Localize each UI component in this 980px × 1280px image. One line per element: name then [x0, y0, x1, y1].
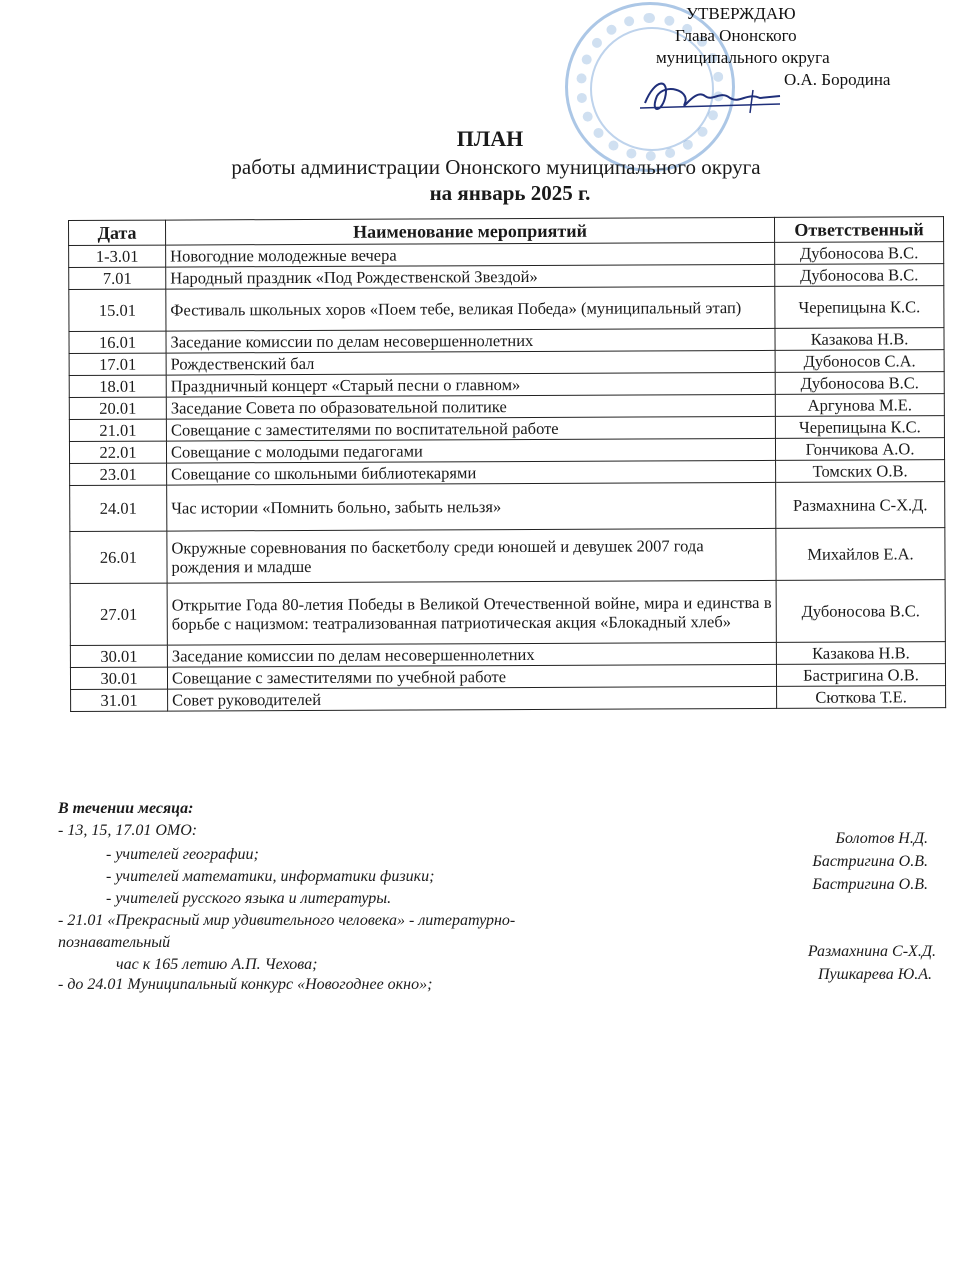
row-event: Заседание комиссии по делам несовершеннолетних [166, 328, 775, 353]
column-header-responsible: Ответственный [774, 217, 943, 243]
row-responsible: Дубоносова В.С. [775, 264, 944, 287]
row-responsible: Черепицына К.С. [775, 286, 944, 329]
month-responsible: Бастригина О.В. [812, 876, 928, 893]
row-event: Час истории «Помнить больно, забыть нельзя» [167, 482, 776, 531]
row-event: Новогодние молодежные вечера [166, 242, 775, 267]
row-date: 18.01 [69, 375, 166, 397]
row-event: Праздничный концерт «Старый песни о главном» [166, 372, 775, 397]
table-row [69, 286, 944, 332]
month-line: познавательный [58, 934, 171, 951]
row-responsible: Дубоносов С.А. [775, 350, 944, 373]
row-date: 1-3.01 [69, 245, 166, 267]
row-event: Совещание с молодыми педагогами [166, 438, 775, 463]
row-responsible: Казакова Н.В. [776, 642, 945, 665]
table-row [70, 580, 945, 646]
table-row [70, 482, 945, 532]
row-event: Совет руководителей [168, 686, 777, 711]
month-responsible: Бастригина О.В. [812, 853, 928, 870]
row-date: 24.01 [70, 485, 167, 531]
row-date: 26.01 [70, 531, 167, 583]
month-line: - учителей географии; [106, 846, 259, 863]
table-header-row [69, 217, 944, 246]
table-row [71, 686, 946, 712]
row-event: Рождественский бал [166, 350, 775, 375]
row-responsible: Казакова Н.В. [775, 328, 944, 351]
approve-heading: УТВЕРЖДАЮ [686, 4, 796, 23]
row-event: Совещание со школьными библиотекарями [167, 460, 776, 485]
month-line: - до 24.01 Муниципальный конкурс «Новогоднее окно»; [58, 976, 433, 993]
month-responsible: Болотов Н.Д. [835, 830, 928, 847]
during-month-heading: В течении месяца: [58, 800, 194, 817]
row-date: 16.01 [69, 331, 166, 353]
plan-title: ПЛАН [456, 126, 524, 151]
month-responsible: Размахнина С-Х.Д. [807, 943, 936, 960]
row-date: 17.01 [69, 353, 166, 375]
row-responsible: Дубоносова В.С. [775, 372, 944, 395]
row-date: 31.01 [71, 689, 168, 711]
month-line: - 21.01 «Прекрасный мир удивительного человека» - литературно- [58, 912, 516, 929]
approver-position-line2: муниципального округа [656, 48, 830, 67]
row-date: 23.01 [70, 463, 167, 485]
row-date: 20.01 [69, 397, 166, 419]
month-line: - учителей русского языка и литературы. [106, 890, 392, 907]
month-line: - 13, 15, 17.01 ОМО: [58, 822, 198, 839]
row-date: 27.01 [70, 583, 167, 645]
row-date: 30.01 [70, 667, 167, 689]
row-responsible: Дубоносова В.С. [775, 242, 944, 265]
row-date: 15.01 [69, 289, 166, 331]
row-responsible: Михайлов Е.А. [776, 528, 945, 581]
row-responsible: Аргунова М.Е. [775, 394, 944, 417]
row-date: 21.01 [69, 419, 166, 441]
row-date: 30.01 [70, 645, 167, 667]
row-responsible: Сюткова Т.Е. [777, 686, 946, 709]
row-event: Совещание с заместителями по учебной работе [167, 664, 776, 689]
signature-graphic [635, 68, 785, 128]
column-header-date: Дата [69, 220, 166, 245]
row-event: Заседание Совета по образовательной политике [166, 394, 775, 419]
plan-period: на январь 2025 г. [429, 181, 591, 205]
column-header-event: Наименование мероприятий [166, 217, 775, 245]
row-event: Народный праздник «Под Рождественской Звездой» [166, 264, 775, 289]
row-event: Совещание с заместителями по воспитательной работе [166, 416, 775, 441]
row-event: Заседание комиссии по делам несовершеннолетних [167, 642, 776, 667]
row-responsible: Гончикова А.О. [775, 438, 944, 461]
row-event: Фестиваль школьных хоров «Поем тебе, великая Победа» (муниципальный этап) [166, 286, 775, 331]
plan-table [68, 216, 946, 712]
row-responsible: Размахнина С-Х.Д. [776, 482, 945, 529]
row-responsible: Томских О.В. [776, 460, 945, 483]
approver-name: О.А. Бородина [784, 70, 891, 89]
row-responsible: Бастригина О.В. [776, 664, 945, 687]
row-responsible: Черепицына К.С. [775, 416, 944, 439]
month-responsible: Пушкарева Ю.А. [817, 966, 932, 983]
row-date: 7.01 [69, 267, 166, 289]
month-line: час к 165 летию А.П. Чехова; [116, 956, 318, 973]
row-date: 22.01 [69, 441, 166, 463]
table-row [70, 528, 945, 584]
row-event: Открытие Года 80-летия Победы в Великой Отечественной войне, мира и единства в борьбе с нацизмом: театрализованная патриотическая акция «Блокадный хлеб» [167, 580, 776, 645]
row-responsible: Дубоносова В.С. [776, 580, 945, 643]
approver-position-line1: Глава Ононского [675, 26, 797, 45]
month-line: - учителей математики, информатики физики; [106, 868, 435, 885]
row-event: Окружные соревнования по баскетболу среди юношей и девушек 2007 года рождения и младше [167, 528, 776, 583]
plan-subtitle: работы администрации Ононского муниципального округа [231, 155, 761, 179]
